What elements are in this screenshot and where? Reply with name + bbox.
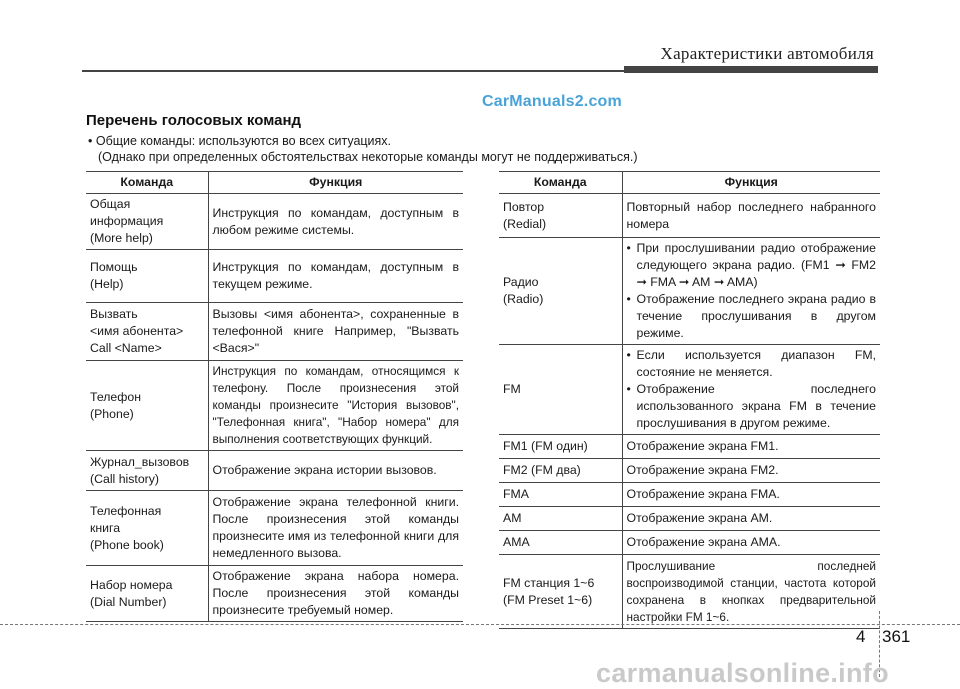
function-cell: Отображение экрана телефонной книги. После произнесения этой команды произнесите имя из телефонной книги для немедленного вызова. bbox=[208, 491, 463, 566]
command-cell bbox=[499, 238, 622, 345]
command-line: (Redial) bbox=[503, 216, 547, 231]
command-line: (Call history) bbox=[90, 471, 160, 486]
table-row bbox=[499, 435, 880, 459]
command-line: Общая bbox=[90, 197, 131, 211]
command-line: FM bbox=[503, 382, 521, 396]
general-commands-note: • Общие команды: используются во всех ситуациях. bbox=[88, 134, 392, 148]
table-row bbox=[499, 345, 880, 435]
function-bullet: • При прослушивании радио отображение следующего экрана радио. (FM1 ➞ FM2 ➞ FMA ➞ AM ➞ AMA) bbox=[627, 240, 877, 291]
header-rule bbox=[82, 70, 624, 72]
table-row bbox=[499, 507, 880, 531]
command-line: FM станция 1~6 bbox=[503, 575, 595, 590]
voice-commands-table-left bbox=[86, 171, 463, 622]
table-row bbox=[86, 491, 463, 566]
header-bar bbox=[624, 66, 878, 73]
function-bullet: • Если используется диапазон FM, состояние не меняется. bbox=[627, 347, 877, 381]
command-line: (Help) bbox=[90, 277, 124, 291]
command-cell bbox=[86, 250, 208, 303]
command-line: (Phone) bbox=[90, 406, 134, 421]
table-row bbox=[86, 250, 463, 303]
function-cell: Инструкция по командам, доступным в текущем режиме. bbox=[208, 250, 463, 303]
command-line: (Dial Number) bbox=[90, 594, 167, 609]
function-bullet: • Отображение последнего использованного экрана FM в течение прослушивания в другом режиме. bbox=[627, 381, 877, 432]
function-cell: Инструкция по командам, относящимся к телефону. После произнесения этой команды произнесите "История вызовов", "Телефонная книга", "Набор номера" для выполнения соответствующих функций. bbox=[208, 361, 463, 451]
command-cell bbox=[86, 361, 208, 451]
command-line: Набор номера bbox=[90, 577, 173, 592]
table-row bbox=[499, 555, 880, 629]
command-line: Телефонная bbox=[90, 503, 162, 518]
command-cell bbox=[86, 303, 208, 361]
function-cell: Отображение экрана AMA. bbox=[622, 531, 880, 555]
command-cell bbox=[86, 194, 208, 250]
watermark-top: CarManuals2.com bbox=[482, 93, 622, 110]
command-cell bbox=[86, 451, 208, 491]
command-cell: AMA bbox=[499, 531, 622, 555]
function-cell: Отображение экрана набора номера. После произнесения этой команды произнесите требуемый номер. bbox=[208, 566, 463, 622]
general-commands-note-continued: (Однако при определенных обстоятельствах некоторые команды могут не поддерживаться.) bbox=[98, 150, 638, 164]
command-line: (FM Preset 1~6) bbox=[503, 592, 593, 607]
column-header-function: Функция bbox=[622, 172, 880, 194]
voice-commands-table-right bbox=[499, 171, 880, 629]
table-row bbox=[86, 451, 463, 491]
command-line: (More help) bbox=[90, 231, 153, 245]
command-line: (Phone book) bbox=[90, 537, 164, 552]
command-line: Call <Name> bbox=[90, 341, 162, 355]
table-row bbox=[86, 361, 463, 451]
command-line: (Radio) bbox=[503, 292, 544, 306]
command-cell bbox=[86, 491, 208, 566]
command-cell: FM2 (FM два) bbox=[499, 459, 622, 483]
command-cell: FM1 (FM один) bbox=[499, 435, 622, 459]
table-row bbox=[499, 238, 880, 345]
table-row bbox=[86, 303, 463, 361]
command-line: книга bbox=[90, 520, 121, 535]
chapter-number: 4 bbox=[856, 627, 866, 646]
column-header-function: Функция bbox=[208, 172, 463, 194]
function-cell: Отображение экрана AM. bbox=[622, 507, 880, 531]
command-line: <имя абонента> bbox=[90, 324, 184, 338]
table-row bbox=[499, 459, 880, 483]
page-number: 361 bbox=[882, 627, 911, 646]
watermark-bottom: carmanualsonline.info bbox=[596, 658, 889, 688]
table-row bbox=[499, 483, 880, 507]
column-header-command: Команда bbox=[86, 172, 208, 194]
command-line: Телефон bbox=[90, 389, 142, 404]
command-cell bbox=[86, 566, 208, 622]
command-cell: AM bbox=[499, 507, 622, 531]
command-cell bbox=[499, 345, 622, 435]
function-cell: Отображение экрана истории вызовов. bbox=[208, 451, 463, 491]
table-row bbox=[86, 194, 463, 250]
function-cell bbox=[622, 238, 880, 345]
function-cell: Вызовы <имя абонента>, сохраненные в телефонной книге Например, "Вызвать <Вася>" bbox=[208, 303, 463, 361]
command-cell bbox=[499, 194, 622, 238]
function-cell: Отображение экрана FM1. bbox=[622, 435, 880, 459]
command-cell bbox=[499, 555, 622, 629]
function-cell: Повторный набор последнего набранного номера bbox=[622, 194, 880, 238]
command-line: Журнал_вызовов bbox=[90, 454, 190, 469]
command-line: Помощь bbox=[90, 260, 138, 274]
page-header-title: Характеристики автомобиля bbox=[660, 44, 874, 63]
command-line: Вызвать bbox=[90, 307, 138, 321]
function-cell: Отображение экрана FM2. bbox=[622, 459, 880, 483]
command-cell: FMA bbox=[499, 483, 622, 507]
footer-dashed-rule bbox=[0, 624, 960, 625]
function-bullet: • Отображение последнего экрана радио в течение прослушивания в другом режиме. bbox=[627, 291, 877, 342]
function-cell: Отображение экрана FMA. bbox=[622, 483, 880, 507]
section-title: Перечень голосовых команд bbox=[86, 112, 302, 129]
table-row bbox=[499, 194, 880, 238]
function-cell bbox=[622, 345, 880, 435]
table-row bbox=[86, 566, 463, 622]
column-header-command: Команда bbox=[499, 172, 622, 194]
command-line: Радио bbox=[503, 275, 539, 289]
function-cell: Прослушивание последней воспроизводимой станции, частота которой сохранена в кнопках предварительной настройки FM 1~6. bbox=[622, 555, 880, 629]
function-cell: Инструкция по командам, доступным в любом режиме системы. bbox=[208, 194, 463, 250]
command-line: Повтор bbox=[503, 199, 545, 214]
table-row bbox=[499, 531, 880, 555]
command-line: информация bbox=[90, 214, 164, 228]
